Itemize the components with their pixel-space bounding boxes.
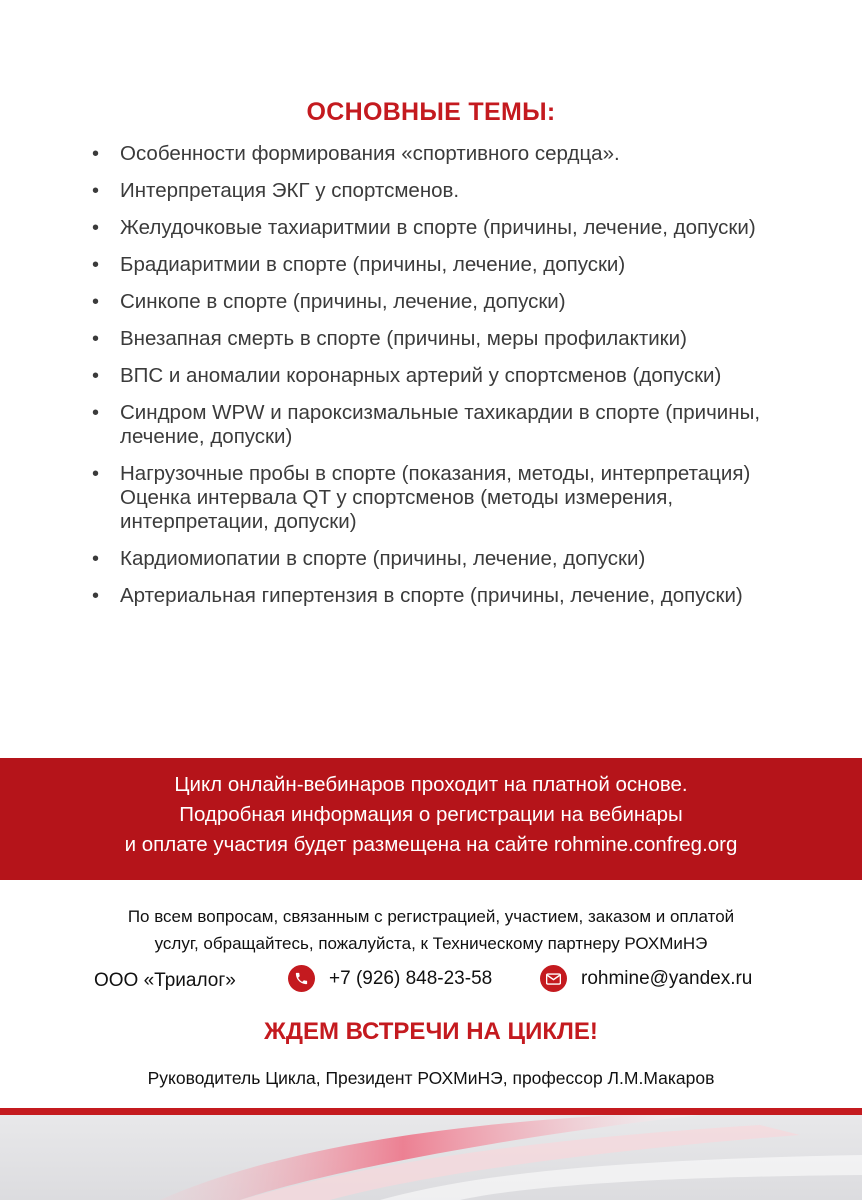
phone-number[interactable]: +7 (926) 848-23-58 bbox=[329, 967, 493, 989]
topic-text: Синкопе в спорте (причины, лечение, допуски) bbox=[120, 290, 566, 313]
phone-icon bbox=[288, 965, 315, 992]
topic-text: Артериальная гипертензия в спорте (причины, лечение, допуски) bbox=[120, 584, 743, 607]
topic-item bbox=[90, 401, 790, 449]
closing-heading: ЖДЕМ ВСТРЕЧИ НА ЦИКЛЕ! bbox=[264, 1018, 598, 1045]
topic-item bbox=[90, 142, 790, 166]
topic-text: Интерпретация ЭКГ у спортсменов. bbox=[120, 179, 460, 202]
topic-text: Внезапная смерть в спорте (причины, меры профилактики) bbox=[120, 327, 687, 350]
contact-note bbox=[0, 903, 862, 957]
info-banner bbox=[0, 758, 862, 880]
main-topics-heading: ОСНОВНЫЕ ТЕМЫ: bbox=[306, 98, 556, 126]
topic-item bbox=[90, 327, 790, 351]
banner-line: Цикл онлайн-вебинаров проходит на платной основе. bbox=[174, 773, 688, 796]
company-name: ООО «Триалог» bbox=[94, 970, 236, 991]
topic-text: Синдром WPW и пароксизмальные тахикардии в спорте (причины, лечение, допуски) bbox=[120, 401, 761, 448]
banner-line: и оплате участия будет размещена на сайте rohmine.confreg.org bbox=[124, 833, 738, 856]
decorative-waves bbox=[0, 1115, 862, 1200]
topic-item bbox=[90, 584, 790, 608]
contacts-row bbox=[94, 965, 794, 997]
topic-item bbox=[90, 462, 790, 534]
contact-note-line: услуг, обращайтесь, пожалуйста, к Техническому партнеру РОХМиНЭ bbox=[154, 934, 708, 953]
email-contact[interactable] bbox=[540, 965, 752, 992]
topic-text: Нагрузочные пробы в спорте (показания, методы, интерпретация) bbox=[120, 462, 751, 485]
envelope-icon bbox=[540, 965, 567, 992]
topic-text: Кардиомиопатии в спорте (причины, лечение, допуски) bbox=[120, 547, 646, 570]
topic-text: Брадиаритмии в спорте (причины, лечение, допуски) bbox=[120, 253, 626, 276]
topic-text: Желудочковые тахиаритмии в спорте (причины, лечение, допуски) bbox=[120, 216, 756, 239]
topic-item bbox=[90, 253, 790, 277]
contact-note-line: По всем вопросам, связанным с регистрацией, участием, заказом и оплатой bbox=[127, 907, 735, 926]
topic-item bbox=[90, 547, 790, 571]
topics-list bbox=[90, 142, 790, 621]
footer-divider bbox=[0, 1108, 862, 1115]
banner-line: Подробная информация о регистрации на вебинары bbox=[179, 803, 683, 826]
topic-item bbox=[90, 290, 790, 314]
topic-text: Особенности формирования «спортивного сердца». bbox=[120, 142, 620, 165]
footer-decoration bbox=[0, 1115, 862, 1200]
topic-item bbox=[90, 179, 790, 203]
topic-text: ВПС и аномалии коронарных артерий у спортсменов (допуски) bbox=[120, 364, 722, 387]
topic-subtext: Оценка интервала QT у спортсменов (методы измерения, интерпретации, допуски) bbox=[120, 486, 674, 533]
topic-item bbox=[90, 364, 790, 388]
signature-line: Руководитель Цикла, Президент РОХМиНЭ, профессор Л.М.Макаров bbox=[147, 1068, 715, 1088]
topic-item bbox=[90, 216, 790, 240]
phone-contact[interactable] bbox=[288, 965, 492, 992]
email-address[interactable]: rohmine@yandex.ru bbox=[581, 967, 753, 989]
